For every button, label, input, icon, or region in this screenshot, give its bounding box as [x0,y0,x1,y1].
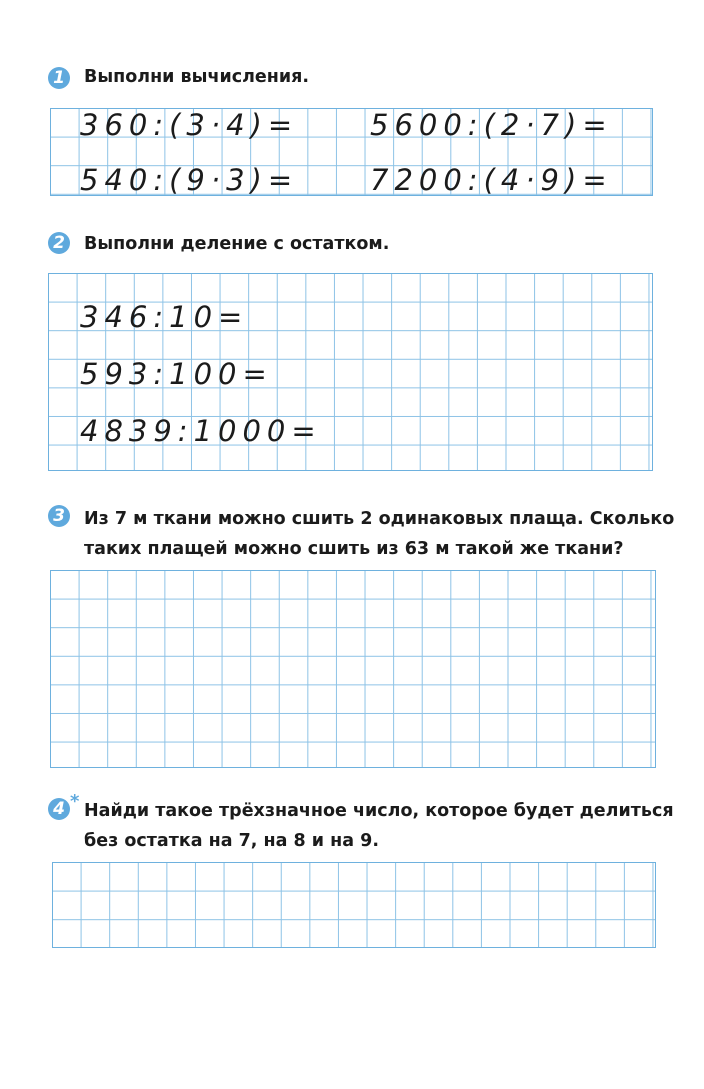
task-4-line-1: Найди такое трёхзначное число, которое будет делиться [84,801,674,821]
task-1-expression-3: 540:(9·3)= [80,163,299,197]
task-1-title: Выполни вычисления. [84,67,310,87]
task-1-expression-4: 7200:(4·9)= [370,163,613,197]
task-4-star: * [70,791,80,812]
task-4-number: 4 [48,798,70,820]
task-1-expression-1: 360:(3·4)= [80,108,299,142]
task-4-answer-grid[interactable] [52,862,656,948]
task-2-number: 2 [48,232,70,254]
task-3-line-1: Из 7 м ткани можно сшить 2 одинаковых плаща. Сколько [84,509,675,529]
task-3-number: 3 [48,505,70,527]
task-4-line-2: без остатка на 7, на 8 и на 9. [84,831,379,851]
task-1-expression-2: 5600:(2·7)= [370,108,613,142]
task-2-expression-2: 593:100= [80,357,273,391]
task-3-answer-grid[interactable] [50,570,656,768]
task-2-expression-3: 4839:1000= [80,414,322,448]
task-2-expression-1: 346:10= [80,300,249,334]
task-3-line-2: таких плащей можно сшить из 63 м такой же ткани? [84,539,624,559]
task-2-title: Выполни деление с остатком. [84,234,390,254]
task-1-number: 1 [48,67,70,89]
